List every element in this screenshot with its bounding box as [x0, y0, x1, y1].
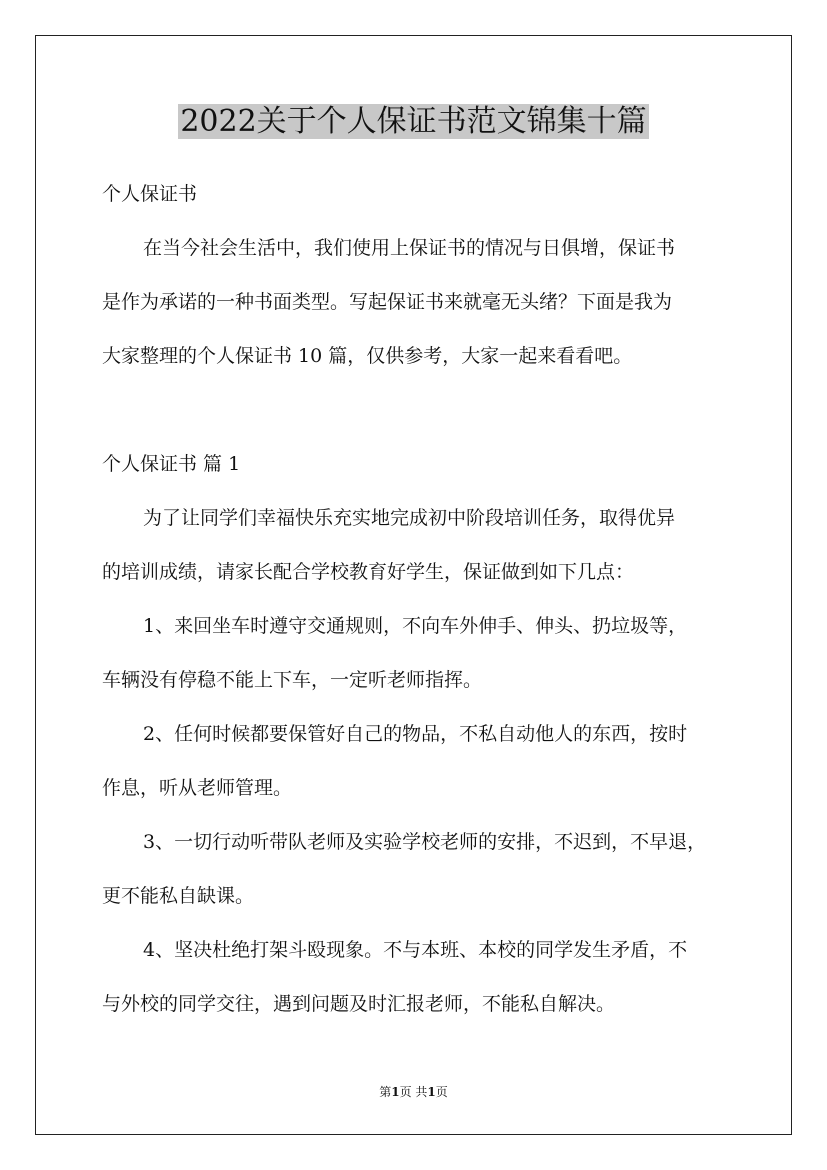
- body-line-2: 的培训成绩，请家长配合学校教育好学生，保证做到如下几点：: [102, 561, 635, 583]
- intro-line-1: 在当今社会生活中，我们使用上保证书的情况与日俱增，保证书: [143, 237, 676, 259]
- body-line-9: 4、坚决杜绝打架斗殴现象。不与本班、本校的同学发生矛盾，不: [143, 939, 688, 961]
- body-line-3: 1、来回坐车时遵守交通规则，不向车外伸手、伸头、扔垃圾等，: [143, 615, 688, 637]
- document-title-text: 2022关于个人保证书范文锦集十篇: [180, 104, 647, 139]
- document-title: [0, 100, 827, 144]
- section-heading: 个人保证书: [102, 183, 198, 205]
- body-line-7: 3、一切行动听带队老师及实验学校老师的安排，不迟到，不早退，: [143, 831, 707, 853]
- body-line-10: 与外校的同学交往，遇到问题及时汇报老师，不能私自解决。: [102, 993, 616, 1015]
- body-line-5: 2、任何时候都要保管好自己的物品，不私自动他人的东西，按时: [143, 723, 688, 745]
- body-line-4: 车辆没有停稳不能上下车，一定听老师指挥。: [102, 669, 483, 691]
- page-footer: [0, 1084, 827, 1100]
- footer-mid: 页 共: [399, 1085, 428, 1099]
- body-line-8: 更不能私自缺课。: [102, 885, 255, 907]
- body-line-1: 为了让同学们幸福快乐充实地完成初中阶段培训任务，取得优异: [143, 507, 676, 529]
- body-line-6: 作息，听从老师管理。: [102, 777, 293, 799]
- footer-suffix: 页: [435, 1085, 448, 1099]
- intro-line-2: 是作为承诺的一种书面类型。写起保证书来就毫无头绪？下面是我为: [102, 291, 673, 313]
- footer-page-number: 1: [391, 1085, 400, 1099]
- footer-total-pages: 1: [427, 1085, 436, 1099]
- footer-prefix: 第: [379, 1085, 392, 1099]
- article-heading: 个人保证书 篇 1: [102, 453, 241, 475]
- intro-line-3: 大家整理的个人保证书 10 篇，仅供参考，大家一起来看看吧。: [102, 345, 633, 367]
